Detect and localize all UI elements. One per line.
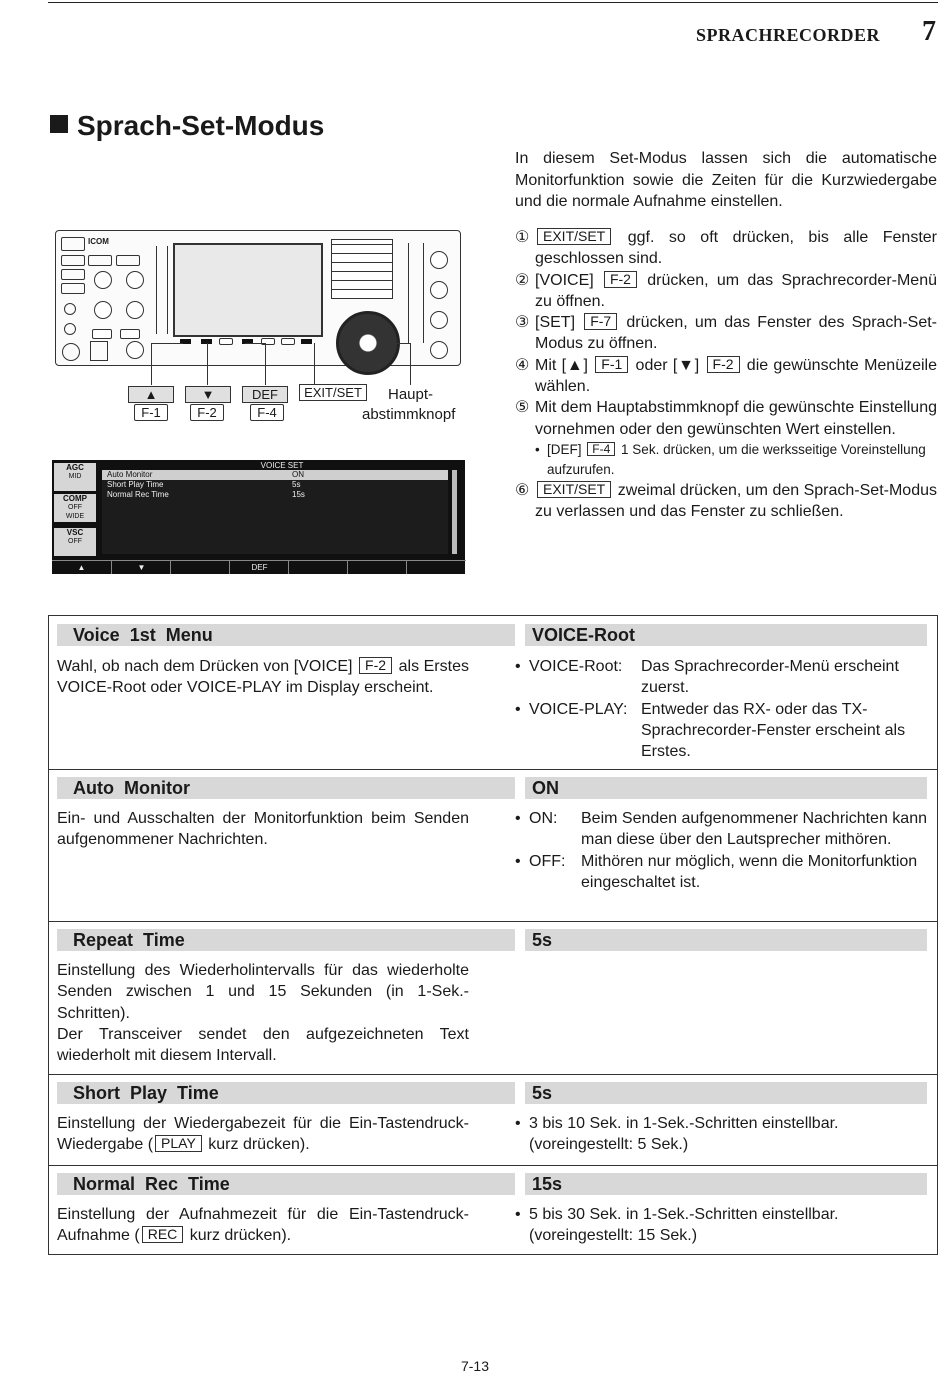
callout-line	[245, 343, 265, 344]
f3-button	[219, 338, 233, 345]
screen-softkey-5[interactable]	[288, 560, 348, 574]
panel-button	[120, 329, 140, 339]
option-line	[515, 808, 931, 851]
item-name-bar	[57, 1173, 515, 1195]
bullet: •	[515, 810, 521, 827]
exit-set-label: EXIT/SET	[299, 384, 367, 401]
up-arrow-label: ▲	[128, 386, 174, 403]
screen-softkey-up[interactable]: ▲	[52, 560, 111, 574]
item-name-bar	[57, 929, 515, 951]
softkey-sub: MID	[68, 473, 82, 480]
option-line	[515, 656, 931, 699]
small-knob-icon	[430, 311, 448, 329]
item-options	[515, 1204, 931, 1247]
item-name: Repeat Time	[73, 930, 185, 950]
callout-line	[151, 343, 152, 385]
f6-button	[281, 338, 295, 345]
panel-button	[61, 255, 85, 266]
def-label: DEF	[242, 386, 288, 403]
scrollbar[interactable]	[452, 470, 457, 554]
step-key-name: [VOICE]	[535, 271, 594, 289]
top-rule	[48, 2, 938, 3]
option-line	[515, 1113, 931, 1156]
desc-text: kurz drücken).	[189, 1227, 292, 1245]
item-options	[515, 808, 931, 893]
step-5-note	[515, 440, 937, 480]
f2-key: F-2	[359, 657, 392, 674]
softkey-sub: OFF	[68, 538, 82, 545]
item-value-bar	[525, 624, 927, 646]
item-default-value: 5s	[532, 1083, 553, 1103]
desc-text: Einstellung der Wiedergabezeit für die Ein-Tastendruck-Wiedergabe (	[57, 1115, 469, 1154]
item-description	[57, 960, 469, 1066]
option-text: Mithören nur möglich, wenn die Monitorfunktion eingeschaltet ist.	[581, 852, 918, 891]
option-text: Beim Senden aufgenommener Nachrichten kann man diese über den Lautsprecher mithören.	[581, 810, 927, 849]
desc-text: Der Transceiver sendet den aufgezeichneten Text wiederholt mit diesem Intervall.	[57, 1025, 469, 1065]
step-text: drücken, um das Sprachrecorder-Menü zu öffnen.	[535, 271, 937, 310]
settings-table	[48, 615, 938, 1255]
step-number: ①	[515, 229, 530, 246]
step-number: ②	[515, 271, 530, 289]
step-text: die gewünschte Menüzeile wählen.	[535, 356, 938, 396]
vsc-softkey	[54, 528, 96, 556]
play-key: PLAY	[155, 1135, 202, 1152]
tuning-knob-label-2: abstimmknopf	[362, 406, 456, 423]
f2-label: F-2	[190, 404, 224, 421]
table-row	[49, 1165, 937, 1254]
bullet: •	[535, 441, 540, 457]
comp-softkey	[54, 494, 96, 522]
screen-softkey-def[interactable]: DEF	[229, 560, 289, 574]
option-text: Das Sprachrecorder-Menü erscheint zuerst.	[641, 658, 899, 697]
screen-softkey-6[interactable]	[347, 560, 407, 574]
item-name: Voice 1st Menu	[73, 625, 213, 645]
item-name-bar	[57, 624, 515, 646]
bullet: •	[515, 658, 521, 675]
screen-title: VOICE SET	[260, 461, 304, 470]
f1-key: F-1	[595, 356, 628, 373]
small-knob-icon	[430, 281, 448, 299]
exit-set-key: EXIT/SET	[537, 481, 611, 498]
menu-row-label: Normal Rec Time	[107, 490, 169, 499]
menu-row-value: 15s	[292, 490, 305, 499]
option-line	[515, 1204, 931, 1247]
f2-key: F-2	[707, 356, 740, 373]
radio-front-panel	[55, 230, 461, 366]
small-knob-icon	[430, 251, 448, 269]
table-row	[49, 1074, 937, 1166]
step-4	[515, 355, 937, 398]
side-button-column	[156, 246, 168, 334]
small-knob-icon	[126, 341, 144, 359]
item-default-value: ON	[532, 778, 559, 798]
option-label: VOICE-Root:	[529, 658, 623, 675]
step-text: Mit dem Hauptabstimmknopf die gewünschte Einstellung vornehmen oder den gewünschten Wert einstellen.	[535, 399, 937, 438]
keypad-grid	[331, 239, 393, 299]
item-options	[515, 656, 931, 762]
note-text: 1 Sek. drücken, um die werksseitige Voreinstellung aufzurufen.	[547, 441, 926, 477]
item-default-value: VOICE-Root	[532, 625, 635, 645]
softkey-label: VSC	[66, 528, 84, 537]
step-key-name: [SET]	[535, 314, 576, 332]
small-knob-icon	[126, 271, 144, 289]
bullet: •	[515, 852, 521, 870]
lcd-display	[173, 243, 323, 337]
item-default-value: 15s	[532, 1174, 563, 1194]
item-name: Normal Rec Time	[73, 1174, 230, 1194]
item-value-bar	[525, 1082, 927, 1104]
jack-icon	[64, 303, 76, 315]
menu-row-label: Short Play Time	[107, 480, 164, 489]
item-name: Short Play Time	[73, 1083, 219, 1103]
step-text: zweimal drücken, um den Sprach-Set-Modus zu verlassen und das Fenster zu schließen.	[535, 481, 938, 521]
item-description	[57, 1113, 469, 1156]
small-knob-icon	[94, 301, 112, 319]
agc-softkey	[54, 463, 96, 491]
brand-logo: ICOM	[88, 237, 109, 246]
step-number: ⑤	[515, 399, 530, 417]
step-key-name: Mit [▲]	[535, 356, 588, 374]
f2-key: F-2	[604, 271, 637, 288]
voice-set-screen	[52, 460, 465, 574]
f4-key: F-4	[587, 442, 615, 456]
section-title-text: Sprach-Set-Modus	[77, 110, 325, 141]
down-arrow-label: ▼	[185, 386, 231, 403]
step-2	[515, 270, 937, 313]
screen-softkey-7[interactable]	[406, 560, 466, 574]
desc-text: kurz drücken).	[208, 1136, 310, 1154]
desc-text: als Erstes VOICE-Root oder VOICE-PLAY im Display erscheint.	[57, 658, 469, 697]
option-label: VOICE-PLAY:	[529, 700, 628, 718]
item-name: Auto Monitor	[73, 778, 190, 798]
item-value-bar	[525, 777, 927, 799]
panel-button	[116, 255, 140, 266]
step-3	[515, 312, 937, 355]
option-label: ON:	[529, 810, 558, 827]
f1-label: F-1	[134, 404, 168, 421]
item-default-value: 5s	[532, 930, 553, 950]
item-description	[57, 1204, 469, 1247]
option-line	[515, 699, 931, 763]
desc-text: Einstellung der Aufnahmezeit für die Ein-Tastendruck-Aufnahme (	[57, 1206, 469, 1245]
square-bullet-icon	[50, 115, 68, 133]
step-number: ⑥	[515, 481, 530, 499]
section-title	[50, 110, 324, 142]
mic-connector-icon	[62, 343, 80, 361]
option-text: 3 bis 10 Sek. in 1-Sek.-Schritten einstellbar. (voreingestellt: 5 Sek.)	[529, 1115, 839, 1154]
item-options	[515, 1113, 931, 1156]
exit-set-key: EXIT/SET	[537, 228, 611, 245]
callout-line	[151, 343, 183, 344]
power-button	[61, 237, 85, 251]
panel-button	[61, 269, 85, 280]
item-name-bar	[57, 777, 515, 799]
desc-text: Einstellung des Wiederholintervalls für das wiederholte Senden zwischen 1 und 15 Sekunden (in 1-Sek.-Schritten).	[57, 962, 469, 1022]
item-description	[57, 656, 469, 699]
desc-text: Wahl, ob nach dem Drücken von [VOICE]	[57, 658, 353, 675]
callout-line	[207, 343, 208, 385]
f7-key: F-7	[584, 313, 617, 330]
item-description: Ein- und Ausschalten der Monitorfunktion beim Senden aufgenommener Nachrichten.	[57, 810, 469, 849]
menu-list	[102, 470, 448, 554]
step-text: ggf. so oft drücken, bis alle Fenster geschlossen sind.	[535, 229, 938, 268]
panel-button	[88, 255, 112, 266]
callout-line	[410, 343, 411, 385]
softkey-sub: OFF	[68, 504, 82, 511]
option-text: 5 bis 30 Sek. in 1-Sek.-Schritten einstellbar. (voreingestellt: 15 Sek.)	[529, 1206, 839, 1245]
menu-row-value: ON	[292, 470, 304, 479]
softkey-sub: WIDE	[65, 513, 85, 520]
step-5	[515, 397, 937, 440]
menu-row[interactable]	[102, 480, 448, 490]
step-6	[515, 480, 937, 523]
step-number: ③	[515, 314, 530, 332]
step-key-name: [DEF]	[547, 441, 582, 457]
chapter-title: SPRACHRECORDER	[695, 25, 880, 45]
screen-softkey-down[interactable]: ▼	[111, 560, 171, 574]
option-label: OFF:	[529, 852, 566, 870]
softkey-label: AGC	[66, 463, 84, 472]
right-button-column	[408, 243, 424, 343]
page-number: 7-13	[460, 1358, 490, 1374]
step-key-name: oder [▼]	[635, 356, 700, 374]
small-knob-icon	[126, 301, 144, 319]
rec-key: REC	[142, 1226, 184, 1243]
exit-set-button	[301, 339, 312, 344]
panel-button	[92, 329, 112, 339]
callout-line	[380, 343, 410, 344]
bullet: •	[515, 1115, 521, 1132]
jack-icon	[64, 323, 76, 335]
menu-row[interactable]	[102, 490, 448, 500]
intro-paragraph: In diesem Set-Modus lassen sich die automatische Monitorfunktion sowie die Zeiten für die Kurzwiedergabe und die normale Aufnahme einstellen.	[515, 150, 937, 210]
table-row	[49, 921, 937, 1075]
chapter-number: 7	[922, 16, 936, 47]
small-knob-icon	[94, 271, 112, 289]
menu-row[interactable]	[102, 470, 448, 480]
table-row	[49, 769, 937, 922]
f4-label: F-4	[250, 404, 284, 421]
panel-button	[61, 283, 85, 294]
instruction-steps	[515, 227, 937, 523]
option-text: Entweder das RX- oder das TX-Sprachrecorder-Fenster erscheint als Erstes.	[641, 700, 906, 761]
callout-line	[265, 343, 266, 385]
callout-line	[314, 343, 315, 385]
option-line	[515, 851, 931, 894]
screen-softkey-3[interactable]	[170, 560, 230, 574]
softkey-label: COMP	[63, 494, 87, 503]
step-text: drücken, um das Fenster des Sprach-Set-Modus zu öffnen.	[535, 314, 937, 353]
menu-row-label: Auto Monitor	[107, 470, 153, 479]
bullet: •	[515, 700, 521, 718]
small-knob-icon	[430, 341, 448, 359]
bullet: •	[515, 1206, 521, 1223]
table-row	[49, 616, 937, 769]
item-name-bar	[57, 1082, 515, 1104]
step-1	[515, 227, 937, 270]
item-value-bar	[525, 1173, 927, 1195]
phones-jack-icon	[90, 341, 108, 361]
item-value-bar	[525, 929, 927, 951]
tuning-knob-label-1: Haupt-	[388, 386, 434, 403]
menu-row-value: 5s	[292, 480, 301, 489]
step-number: ④	[515, 356, 530, 374]
